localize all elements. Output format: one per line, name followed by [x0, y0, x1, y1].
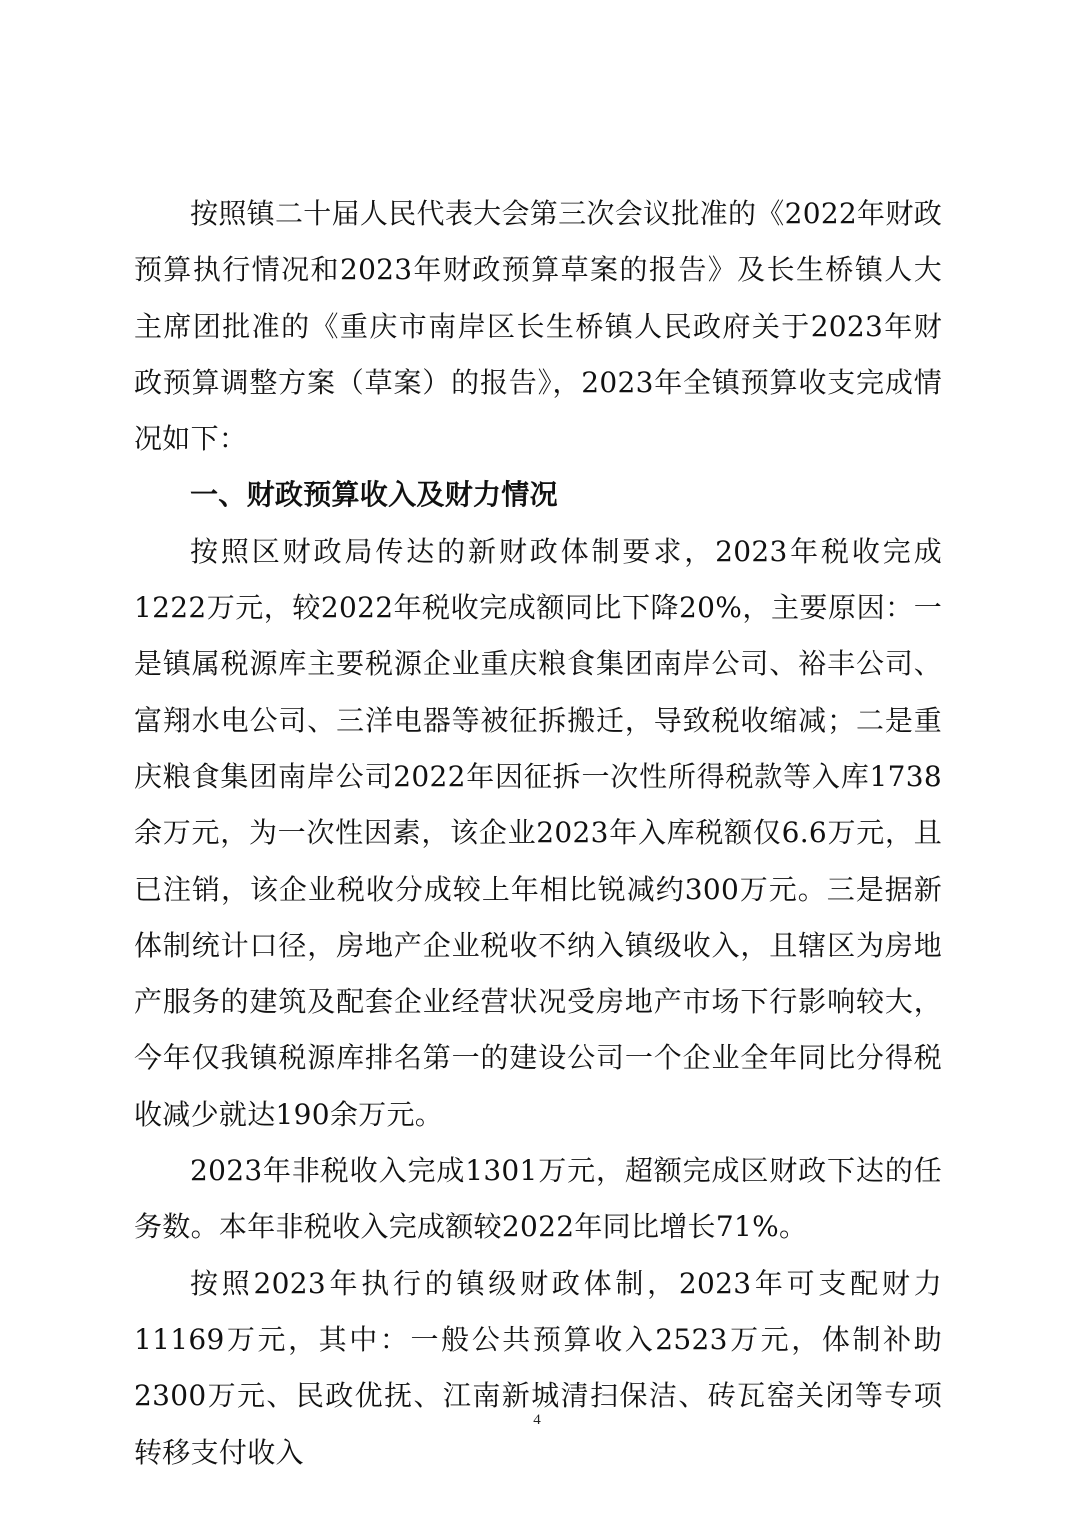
document-body [134, 186, 942, 1481]
tax-revenue-paragraph: 按照区财政局传达的新财政体制要求，2023年税收完成1222万元，较2022年税收完成额同比下降20%，主要原因：一是镇属税源库主要税源企业重庆粮食集团南岸公司、裕丰公司、富翔水电公司、三洋电器等被征拆搬迁，导致税收缩减；二是重庆粮食集团南岸公司2022年因征拆一次性所得税款等入库1738余万元，为一次性因素，该企业2023年入库税额仅6.6万元，且已注销，该企业税收分成较上年相比锐减约300万元。三是据新体制统计口径，房地产企业税收不纳入镇级收入，且辖区为房地产服务的建筑及配套企业经营状况受房地产市场下行影响较大，今年仅我镇税源库排名第一的建设公司一个企业全年同比分得税收减少就达190余万元。 [134, 534, 942, 1131]
section-heading: 一、财政预算收入及财力情况 [190, 478, 558, 512]
non-tax-revenue-paragraph: 2023年非税收入完成1301万元，超额完成区财政下达的任务数。本年非税收入完成额较2022年同比增长71%。 [134, 1154, 942, 1244]
intro-paragraph: 按照镇二十届人民代表大会第三次会议批准的《2022年财政预算执行情况和2023年财政预算草案的报告》及长生桥镇人大主席团批准的《重庆市南岸区长生桥镇人民政府关于2023年财政预算调整方案（草案）的报告》，2023年全镇预算收支完成情况如下： [134, 197, 942, 456]
disposable-funds-paragraph: 按照2023年执行的镇级财政体制，2023年可支配财力11169万元，其中：一般公共预算收入2523万元，体制补助2300万元、民政优抚、江南新城清扫保洁、砖瓦窑关闭等专项转移支付收入 [134, 1266, 942, 1469]
page-number: 4 [533, 1412, 541, 1428]
